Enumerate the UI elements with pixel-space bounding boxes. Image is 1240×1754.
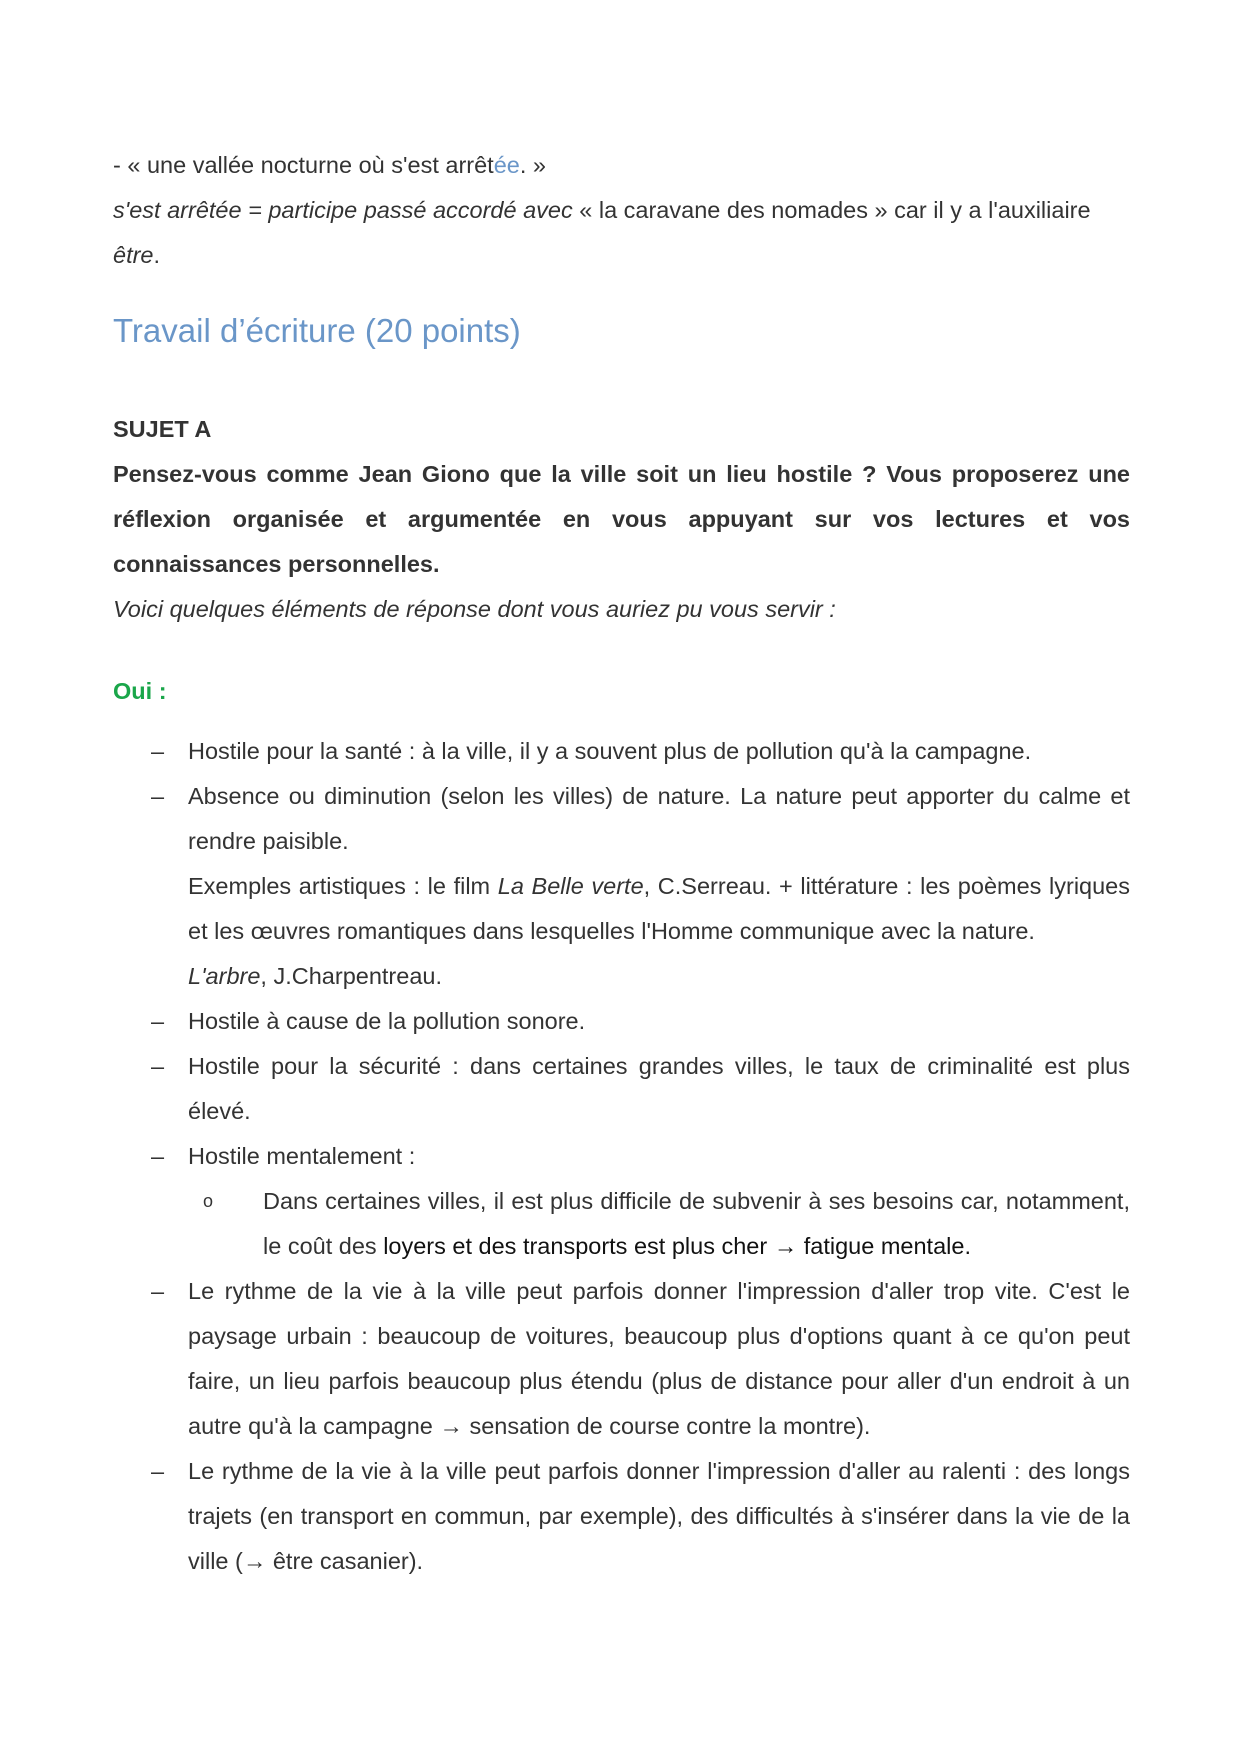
dash-bullet: – [151, 1278, 165, 1304]
quote-line [113, 143, 1130, 188]
arbre-author: , J.Charpentreau. [260, 963, 442, 989]
sujet-question: Pensez-vous comme Jean Giono que la ville soit un lieu hostile ? Vous proposerez une réflexion organisée et argumentée en vous appuyant sur vos lectures et vos connaissances personnelles. [113, 461, 1130, 577]
oui-label: Oui : [113, 678, 167, 704]
list-item [113, 999, 1130, 1044]
list-item [113, 1449, 1130, 1584]
section-title: Travail d’écriture (20 points) [113, 312, 521, 349]
document-page [113, 143, 1131, 1574]
item-example-arbre [188, 954, 1130, 999]
item-text: Hostile pour la santé : à la ville, il y a souvent plus de pollution qu'à la campagne. [188, 738, 1032, 764]
dash-bullet: – [151, 783, 165, 809]
item-text: Le rythme de la vie à la ville peut parfois donner l'impression d'aller trop vite. C'est le paysage urbain : beaucoup de voitures, beaucoup plus d'options quant à ce qu'on peut faire, un lieu parfois beaucoup plus étendu (plus de distance pour aller d'un endroit à un autre qu'à la campagne → sensation de course contre la montre). [188, 1278, 1130, 1439]
dash-bullet: – [151, 1458, 165, 1484]
sub-list-item [188, 1179, 1130, 1269]
item-text: Hostile mentalement : [188, 1143, 416, 1169]
dash-bullet: – [151, 1008, 165, 1034]
example-text-rest: , C.Serreau. + littérature : les poèmes lyriques et les œuvres romantiques dans lesquelles l'Homme communique avec la nature. [188, 873, 1131, 944]
list-item [113, 1134, 1130, 1269]
item-text: Le rythme de la vie à la ville peut parfois donner l'impression d'aller au ralenti : des longs trajets (en transport en commun, par exemple), des difficultés à s'insérer dans la vie de la ville (→ être casanier). [188, 1458, 1130, 1574]
sub-item-text: Dans certaines villes, il est plus difficile de subvenir à ses besoins car, notamment, le coût des [263, 1188, 1130, 1259]
example-film-title: La Belle verte [497, 873, 644, 899]
sub-list [188, 1179, 1130, 1269]
sub-item-text-dark: loyers et des transports est plus cher → fatigue mentale. [383, 1233, 971, 1259]
circle-bullet: o [203, 1191, 214, 1211]
item-text: Absence ou diminution (selon les villes) de nature. La nature peut apporter du calme et rendre paisible. [188, 783, 1130, 854]
note-etre: être [113, 242, 154, 268]
dash-bullet: – [151, 1053, 165, 1079]
oui-list [113, 729, 1130, 1584]
item-text: Hostile à cause de la pollution sonore. [188, 1008, 586, 1034]
arbre-title: L'arbre [188, 963, 261, 989]
sujet-label: SUJET A [113, 416, 212, 442]
list-item [113, 1269, 1130, 1449]
note-end: . [153, 242, 161, 268]
dash-bullet: – [151, 738, 165, 764]
quote-suffix: . » [519, 152, 546, 178]
grammar-note [113, 188, 1130, 278]
list-item [113, 1044, 1130, 1134]
list-item [113, 729, 1130, 774]
sujet-block [113, 407, 1130, 632]
item-example [188, 864, 1130, 954]
sujet-hint: Voici quelques éléments de réponse dont vous auriez pu vous servir : [113, 596, 836, 622]
list-item [113, 774, 1130, 999]
item-text: Hostile pour la sécurité : dans certaines grandes villes, le taux de criminalité est plus élevé. [188, 1053, 1130, 1124]
quote-accent: ée [493, 152, 520, 178]
note-italic: s'est arrêtée = participe passé accordé avec [113, 197, 573, 223]
dash-bullet: – [151, 1143, 165, 1169]
quote-prefix: - « une vallée nocturne où s'est arrêt [113, 152, 494, 178]
note-mid: « la caravane des nomades » car il y a l'auxiliaire [572, 197, 1091, 223]
example-text: Exemples artistiques : le film [188, 873, 498, 899]
